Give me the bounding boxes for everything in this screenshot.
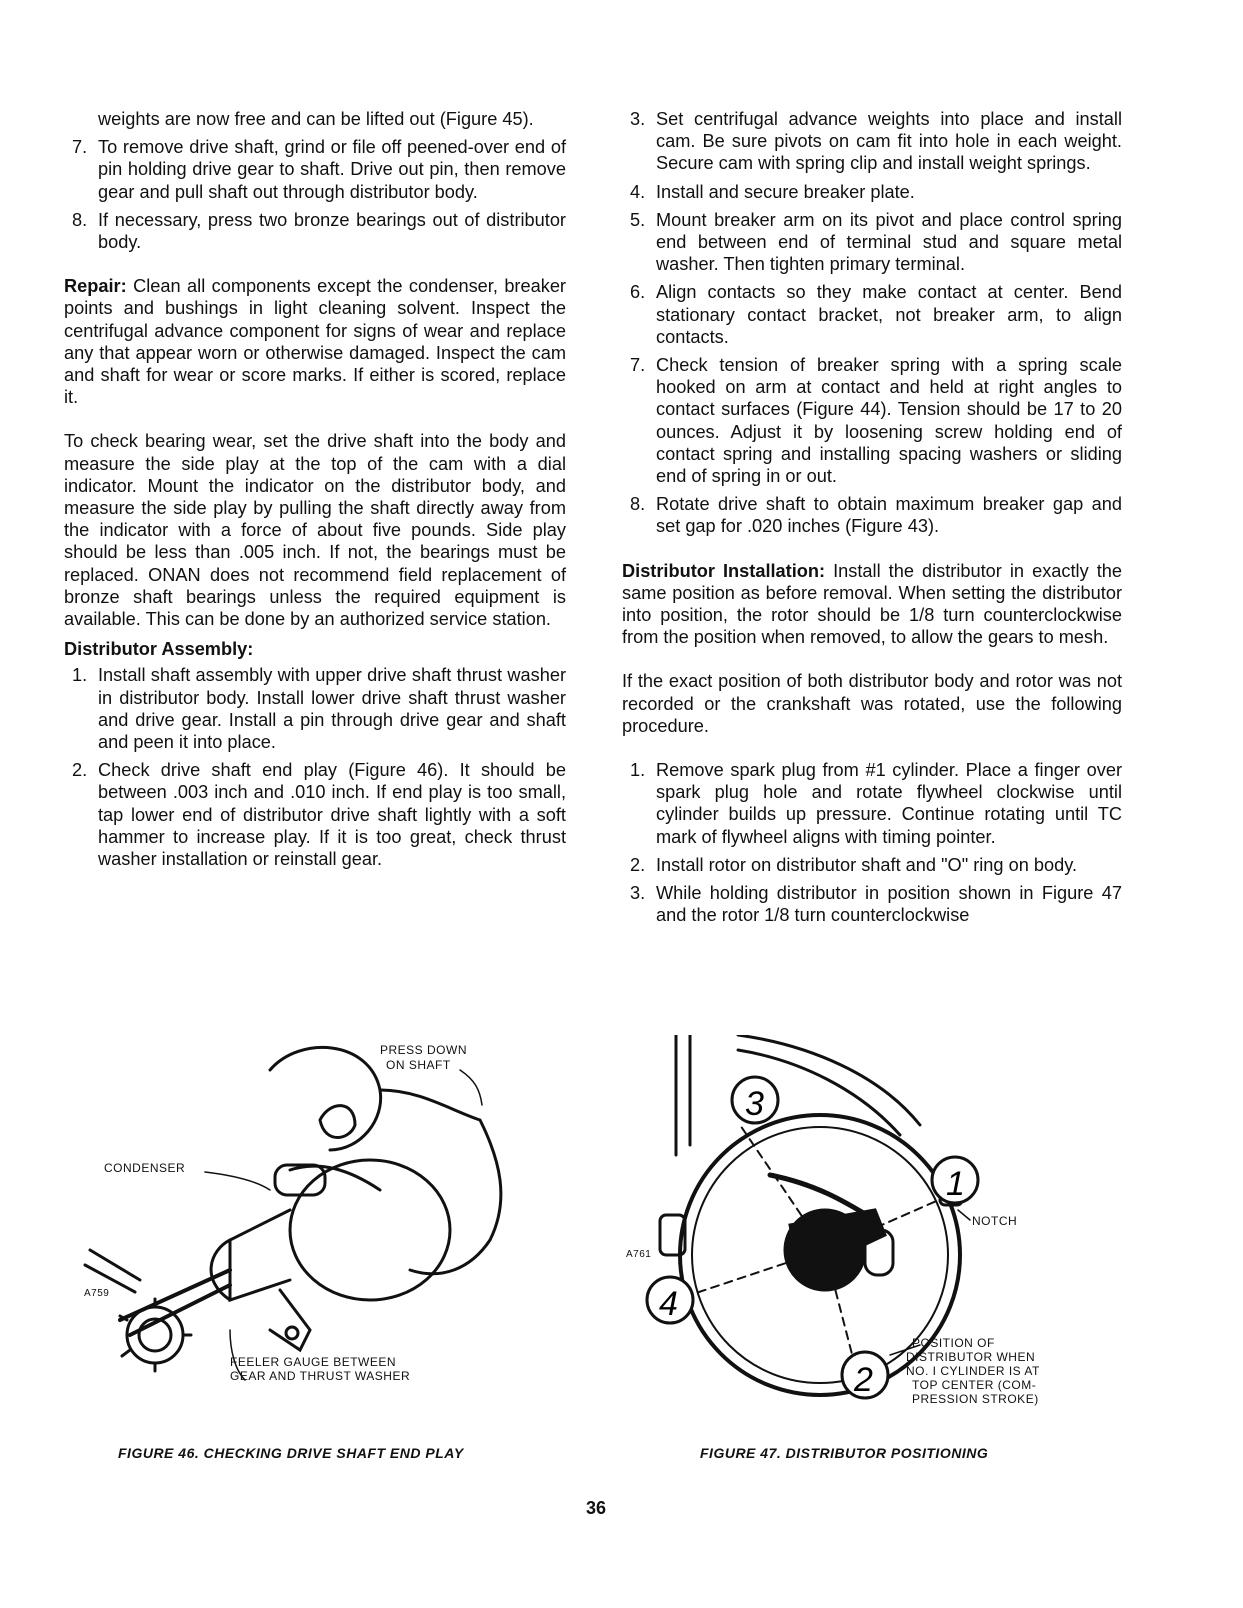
marker-2: 2 — [854, 1361, 873, 1399]
position-line-2: DISTRIBUTOR WHEN — [906, 1350, 1036, 1364]
figure-46-caption: FIGURE 46. CHECKING DRIVE SHAFT END PLAY — [118, 1445, 464, 1461]
assembly-steps-list — [64, 664, 566, 870]
marker-3: 3 — [745, 1085, 764, 1123]
list-item: 1. Remove spark plug from #1 cylinder. Place a finger over spark plug hole and rotate flywheel clockwise until cylinder builds up pressure. Continue rotating until TC mark of flywheel aligns with timing pointer. — [630, 760, 1122, 847]
thumb-outline — [270, 1047, 381, 1150]
label-notch: NOTCH — [972, 1214, 1018, 1228]
label-feeler-line1: FEELER GAUGE BETWEEN — [230, 1355, 397, 1369]
list-item: 4. Install and secure breaker plate. — [630, 181, 915, 202]
label-press-down: PRESS DOWN — [380, 1043, 468, 1057]
label-figure-code: A759 — [84, 1288, 110, 1299]
list-item: 5. Mount breaker arm on its pivot and place control spring end between end of terminal stud and square metal washer. Then tighten primary terminal. — [630, 209, 1122, 275]
label-condenser: CONDENSER — [104, 1161, 186, 1175]
condenser — [275, 1165, 325, 1195]
figure-47-caption: FIGURE 47. DISTRIBUTOR POSITIONING — [700, 1445, 989, 1461]
reassembly-steps-list — [622, 108, 1122, 538]
left-column — [64, 108, 566, 892]
repair-paragraph: Repair: Clean all components except the condenser, breaker points and bushings in light cleaning solvent. Inspect the centrifugal advance component for signs of wear and replace any that appear worn or otherwise damaged. Inspect the cam and shaft for wear or score marks. If either is scored, replace it. — [64, 276, 566, 408]
marker-1: 1 — [946, 1165, 965, 1203]
position-line-1: POSITION OF — [912, 1336, 995, 1350]
hand-outline — [380, 1090, 501, 1274]
figure-47-illustration — [620, 1035, 1100, 1425]
installation-paragraph: Distributor Installation: Install the distributor in exactly the same position as before removal. When setting the distributor into position, the rotor should be 1/8 turn counterclockwise from the position when removed, to allow the gears to mesh. — [622, 560, 1123, 648]
distributor-body — [290, 1160, 450, 1300]
disassembly-steps-list — [64, 136, 566, 253]
list-item: 7. Check tension of breaker spring with a spring scale hooked on arm at contact and held at right angles to contact surfaces (Figure 44). Tension should be 17 to 20 ounces. Adjust it by loosening screw holding end of contact spring and installing spacing washers or sliding end of spring in or out. — [630, 355, 1122, 487]
feeler-gauge — [85, 1250, 140, 1292]
label-on-shaft-text: ON SHAFT — [386, 1058, 451, 1072]
position-line-3: NO. I CYLINDER IS AT — [906, 1364, 1040, 1378]
list-item: 8. Rotate drive shaft to obtain maximum breaker gap and set gap for .020 inches (Figure 43). — [630, 494, 1122, 537]
page-number: 36 — [586, 1498, 607, 1518]
list-item: 6. Align contacts so they make contact at center. Bend stationary contact bracket, not breaker arm, to align contacts. — [630, 282, 1122, 347]
thumbnail — [320, 1106, 355, 1138]
positioning-steps-list — [622, 759, 1122, 926]
list-item: 3. While holding distributor in position shown in Figure 47 and the rotor 1/8 turn counterclockwise — [630, 883, 1122, 926]
label-figure-code: A761 — [626, 1249, 652, 1260]
right-column — [622, 108, 1122, 949]
position-line-4: TOP CENTER (COM- — [912, 1378, 1037, 1392]
exact-position-paragraph: If the exact position of both distributor body and rotor was not recorded or the crankshaft was rotated, use the following procedure. — [622, 671, 1122, 736]
list-item: 2. Check drive shaft end play (Figure 46). It should be between .003 inch and .010 inch. If end play is too small, tap lower end of distributor drive shaft lightly with a soft hammer to increase play. If it is too great, check thrust washer installation or reinstall gear. — [72, 760, 566, 870]
marker-4: 4 — [659, 1285, 678, 1323]
bearing-paragraph: To check bearing wear, set the drive shaft into the body and measure the side play at the top of the cam with a dial indicator. Mount the indicator on the distributor body, and measure the side play by pulling the shaft directly away from the indicator with a force of about five pounds. Side play should be less than .005 inch. If not, the bearings must be replaced. ONAN does not recommend field replacement of bronze shaft bearings unless the required equipment is available. This can be done by an authorized service station. — [64, 431, 566, 630]
intro-continuation: weights are now free and can be lifted out (Figure 45). — [98, 109, 534, 129]
label-feeler-line2: GEAR AND THRUST WASHER — [230, 1369, 411, 1383]
assembly-heading: Distributor Assembly: — [64, 639, 254, 660]
drive-gear — [127, 1307, 183, 1363]
position-line-5: PRESSION STROKE) — [912, 1392, 1039, 1406]
figure-46-illustration — [80, 1030, 540, 1420]
list-item: 3. Set centrifugal advance weights into place and install cam. Be sure pivots on cam fit into hole in each weight. Secure cam with spring clip and install weight springs. — [630, 109, 1122, 174]
list-item: 1. Install shaft assembly with upper drive shaft thrust washer in distributor body. Install lower drive shaft thrust washer and drive gear. Install a pin through drive gear and shaft and peen it into place. — [72, 665, 566, 753]
list-item: 7. To remove drive shaft, grind or file off peened-over end of pin holding drive gear to shaft. Drive out pin, then remove gear and pull shaft out through distributor body. — [72, 137, 566, 202]
list-item: 2. Install rotor on distributor shaft and "O" ring on body. — [630, 854, 1078, 875]
list-item: 8. If necessary, press two bronze bearings out of distributor body. — [72, 209, 566, 253]
